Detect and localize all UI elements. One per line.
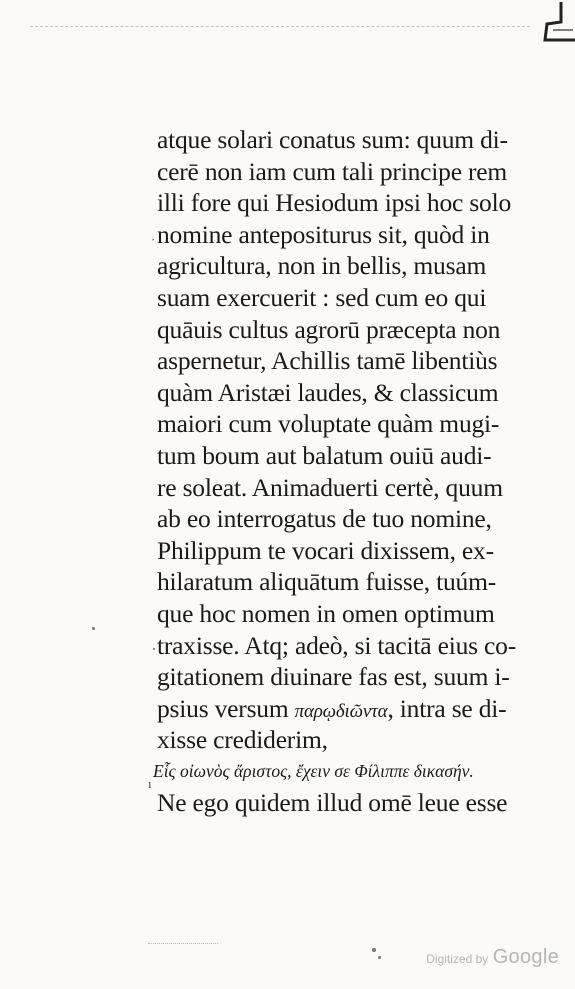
text-line-head: psius versum: [157, 693, 289, 723]
watermark-prefix: Digitized by: [426, 952, 489, 966]
text-line: ab eo interrogatus de tuo nomine,: [157, 504, 492, 534]
text-line: Ne ego quidem illud omē leue esse: [157, 788, 508, 818]
text-line: [157, 693, 542, 725]
page-speck: [92, 627, 95, 630]
page-speck: [378, 956, 381, 959]
text-line: hilaratum aliquātum fuisse, tuúm-: [157, 567, 496, 597]
text-line: atque solari conatus sum: quum di-: [157, 125, 508, 154]
text-line: illi fore qui Hesiodum ipsi hoc solo: [157, 188, 512, 218]
text-line: tum boum aut balatum ouiū audi-: [157, 440, 492, 470]
text-line: quàm Aristæi laudes, & classicum: [157, 377, 499, 407]
text-line: que hoc nomen in omen optimum: [157, 598, 495, 628]
text-line: agricultura, non in bellis, musam: [157, 251, 487, 281]
digitized-watermark: [426, 946, 559, 969]
body-text: [153, 124, 542, 819]
text-line: Philippum te vocari dixissem, ex-: [157, 535, 494, 565]
text-line: cerē non iam cum tali principe rem: [157, 156, 508, 186]
text-line: quāuis cultus agrorū præcepta non: [157, 314, 501, 344]
page-bottom-noise: [148, 943, 218, 956]
page-speck: [153, 648, 155, 650]
margin-mark: ·: [151, 232, 156, 247]
text-line: traxisse. Atq; adeò, si tacitā eius co-: [157, 630, 517, 660]
page-speck: [372, 948, 376, 952]
text-line: xisse crediderim,: [157, 725, 328, 755]
greek-inline-word: παρῳδιῶντα: [294, 700, 388, 722]
text-line-tail: , intra se di-: [387, 693, 507, 723]
text-line: maiori cum voluptate quàm mugi-: [157, 409, 500, 439]
watermark-brand: Google: [492, 946, 559, 968]
text-line: nomine antepositurus sit, quòd in: [157, 219, 490, 249]
text-line: aspernetur, Achillis tamē libentiùs: [157, 346, 498, 376]
page-corner-mark: [533, 0, 575, 58]
margin-mark: ı: [148, 776, 152, 791]
greek-verse: Εἷς οἰωνὸς ἄριστος, ἔχειν σε Φίλιππε δικασήν.: [153, 760, 474, 781]
text-line: re soleat. Animaduerti certè, quum: [157, 472, 503, 502]
text-line: suam exercuerit : sed cum eo qui: [157, 282, 487, 312]
text-line: gitationem diuinare fas est, suum i-: [157, 662, 510, 692]
page-top-edge: [30, 26, 530, 29]
